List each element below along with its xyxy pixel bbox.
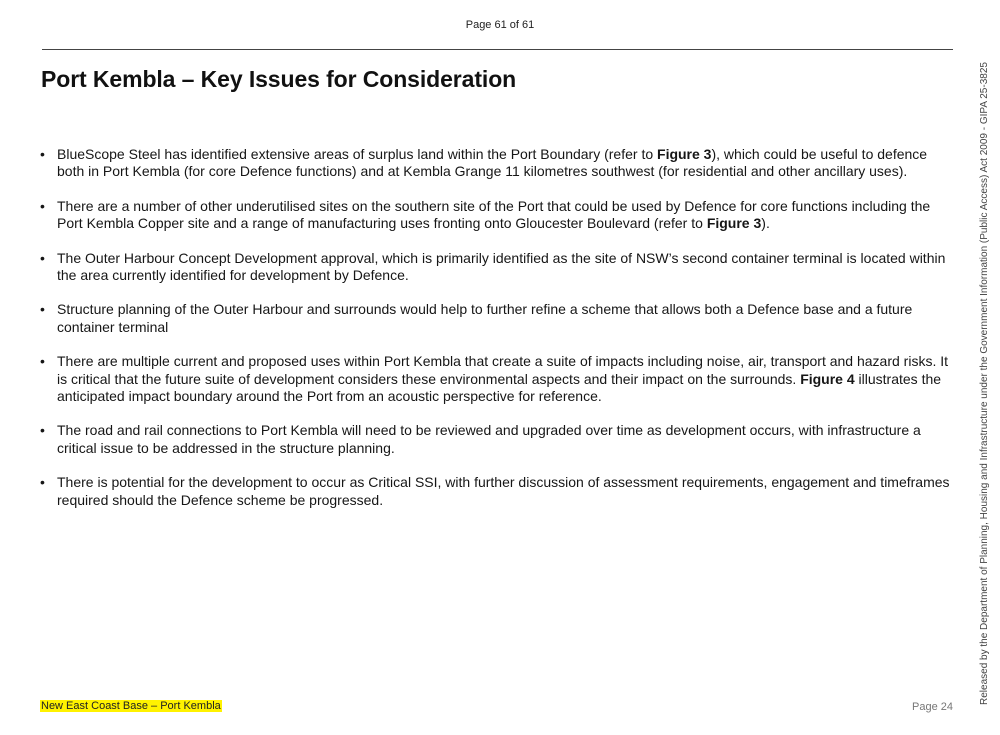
bullet-dot: •	[40, 301, 45, 318]
bullet-text: The Outer Harbour Concept Development approval, which is primarily identified as the site of NSW’s second container terminal is located within the area currently identified for development by Defence.	[57, 249, 946, 284]
footer-page-number: Page 24	[912, 701, 953, 713]
bullet-item	[40, 422, 952, 457]
bullet-text: ).	[761, 215, 770, 232]
bullet-item	[40, 353, 952, 405]
bullet-text: ), which could be useful to defence both in Port Kembla (for core Defence functions) and at Kembla Grange 11 kilometres southwest (for residential and other ancillary uses).	[57, 146, 928, 180]
bullet-text: There are multiple current and proposed uses within Port Kembla that create a suite of impacts including noise, air, transport and hazard risks. It is critical that the future suite of development considers these environmental aspects and their impact on the surrounds.	[57, 353, 949, 387]
page-counter: Page 61 of 61	[465, 19, 535, 31]
bullet-item	[40, 146, 952, 181]
bullet-dot: •	[40, 422, 45, 439]
bullet-dot: •	[40, 197, 45, 214]
figure-reference: Figure 3	[706, 215, 762, 232]
figure-reference: Figure 3	[657, 146, 712, 162]
bullet-item	[40, 198, 952, 233]
bullet-dot: •	[40, 474, 45, 491]
page-title: Port Kembla – Key Issues for Consideration	[41, 66, 517, 92]
bullet-item	[40, 301, 952, 336]
bullet-item	[40, 250, 952, 285]
bullet-text: illustrates the anticipated impact boundary around the Port from an acoustic perspective for reference.	[57, 370, 942, 405]
bullet-dot: •	[40, 353, 45, 370]
key-issues-list	[40, 146, 952, 526]
bullet-text: The road and rail connections to Port Kembla will need to be reviewed and upgraded over time as development occurs, with infrastructure a critical issue to be addressed in the structure planning.	[57, 422, 921, 456]
gipa-release-notice: Released by the Department of Planning, Housing and Infrastructure under the Government Information (Public Access) Act 2009 - GIPA 25-3825	[979, 62, 990, 705]
bullet-dot: •	[40, 146, 45, 162]
bullet-item	[40, 474, 952, 509]
bullet-text: BlueScope Steel has identified extensive areas of surplus land within the Port Boundary (refer to	[57, 146, 658, 162]
footer-document-label: New East Coast Base – Port Kembla	[41, 700, 221, 712]
bullet-text: There are a number of other underutilised sites on the southern site of the Port that could be used by Defence for core functions including the Port Kembla Copper site and a range of manufacturing uses fronting onto Gloucester Boulevard (refer to	[57, 197, 931, 232]
bullet-text: Structure planning of the Outer Harbour and surrounds would help to further refine a scheme that allows both a Defence base and a future container terminal	[57, 301, 913, 335]
figure-reference: Figure 4	[800, 370, 855, 387]
bullet-dot: •	[40, 249, 45, 266]
bullet-text: There is potential for the development to occur as Critical SSI, with further discussion of assessment requirements, engagement and timeframes required should the Defence scheme be progressed.	[57, 474, 950, 508]
header-divider	[42, 49, 953, 50]
